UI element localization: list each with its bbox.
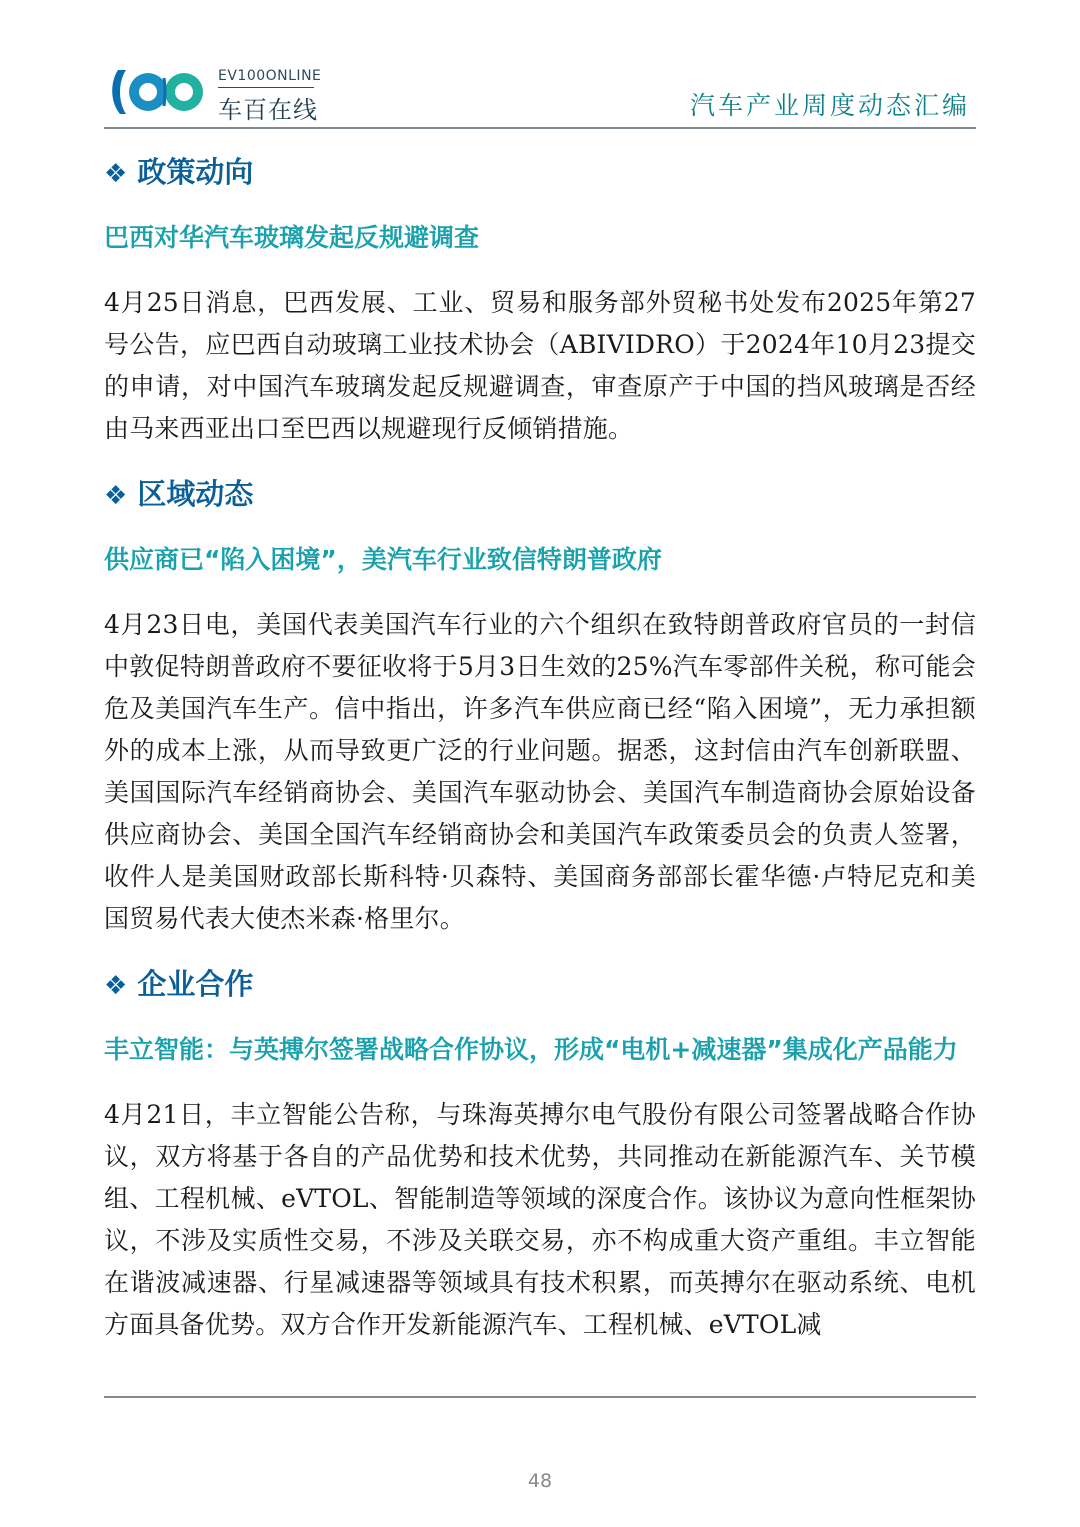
diamond-bullet-icon: ❖ [104,481,128,511]
page-content [104,146,976,1346]
article-title: 供应商已“陷入困境”，美汽车行业致信特朗普政府 [104,545,662,574]
section-policy [104,146,976,450]
page-header [104,62,976,128]
section-heading-label: 企业合作 [137,967,254,1001]
brand-divider [218,87,314,88]
brand-chinese-name: 车百在线 [218,96,318,124]
header-divider [104,127,976,129]
publication-title: 汽车产业周度动态汇编 [689,91,970,120]
diamond-bullet-icon: ❖ [104,159,128,189]
section-heading [104,146,976,198]
section-regional [104,468,976,940]
section-heading-label: 政策动向 [137,155,254,189]
section-heading [104,468,976,520]
ev100-logo-icon [104,64,212,120]
article-title: 巴西对华汽车玻璃发起反规避调查 [104,223,480,252]
section-heading [104,958,976,1010]
page-number: 48 [527,1470,553,1492]
article-body: 4月23日电，美国代表美国汽车行业的六个组织在致特朗普政府官员的一封信中敦促特朗普政府不要征收将于5月3日生效的25%汽车零部件关税，称可能会危及美国汽车生产。信中指出，许多汽车供应商已经“陷入困境”，无力承担额外的成本上涨，从而导致更广泛的行业问题。据悉，这封信由汽车创新联盟、美国国际汽车经销商协会、美国汽车驱动协会、美国汽车制造商协会原始设备供应商协会、美国全国汽车经销商协会和美国汽车政策委员会的负责人签署，收件人是美国财政部长斯科特·贝森特、美国商务部部长霍华德·卢特尼克和美国贸易代表大使杰米森·格里尔。 [104,610,976,933]
section-heading-label: 区域动态 [137,477,254,511]
diamond-bullet-icon: ❖ [104,971,128,1001]
brand-english-name: EV100ONLINE [218,68,322,84]
article-body: 4月25日消息，巴西发展、工业、贸易和服务部外贸秘书处发布2025年第27号公告，应巴西自动玻璃工业技术协会（ABIVIDRO）于2024年10月23提交的申请，对中国汽车玻璃发起反规避调查，审查原产于中国的挡风玻璃是否经由马来西亚出口至巴西以规避现行反倾销措施。 [104,288,976,443]
section-cooperation [104,958,976,1346]
article-title: 丰立智能：与英搏尔签署战略合作协议，形成“电机+减速器”集成化产品能力 [104,1035,958,1064]
footer-divider [104,1396,976,1398]
article-body: 4月21日，丰立智能公告称，与珠海英搏尔电气股份有限公司签署战略合作协议，双方将基于各自的产品优势和技术优势，共同推动在新能源汽车、关节模组、工程机械、eVTOL、智能制造等领域的深度合作。该协议为意向性框架协议，不涉及实质性交易，不涉及关联交易，亦不构成重大资产重组。丰立智能在谐波减速器、行星减速器等领域具有技术积累，而英搏尔在驱动系统、电机方面具备优势。双方合作开发新能源汽车、工程机械、eVTOL减 [104,1100,976,1339]
